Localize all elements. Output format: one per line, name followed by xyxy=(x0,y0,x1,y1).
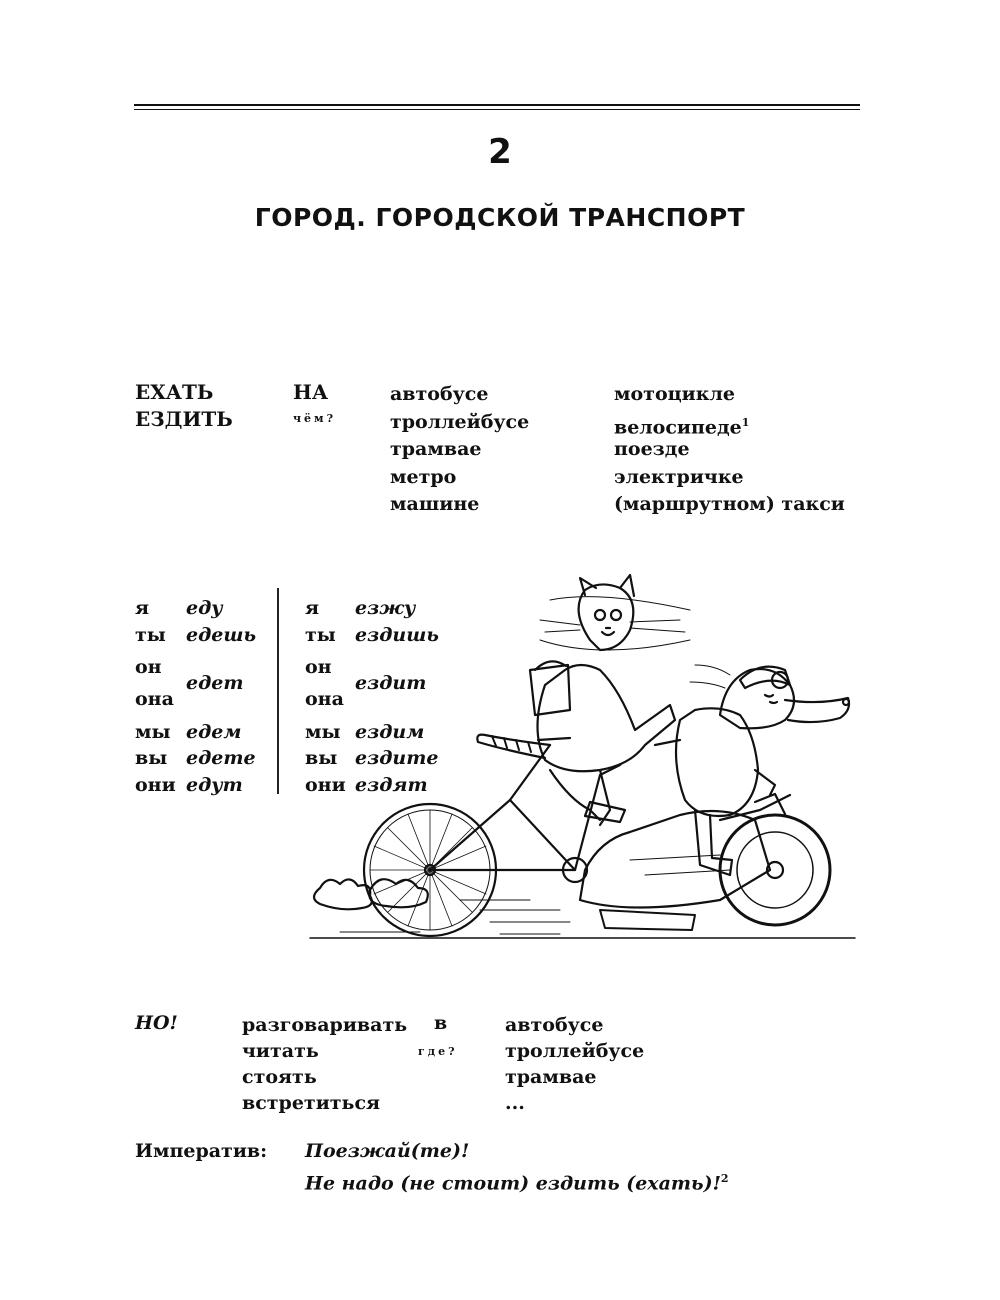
conj-row xyxy=(135,719,171,745)
preposition-v: в xyxy=(434,1012,448,1034)
note-label: НО! xyxy=(135,1012,178,1034)
transport-list-2 xyxy=(614,381,845,519)
conjugation-divider xyxy=(277,588,279,794)
verb-form: езжу xyxy=(355,597,416,619)
list-item: стоять xyxy=(242,1066,317,1088)
pronoun: я xyxy=(135,597,150,619)
conj-row xyxy=(135,686,174,712)
pronoun: она xyxy=(135,688,174,710)
verb-form: едут xyxy=(186,774,243,796)
list-item: машине xyxy=(390,493,480,515)
conj-row xyxy=(135,745,167,771)
chapter-number: 2 xyxy=(488,132,512,172)
pronoun: я xyxy=(305,597,320,619)
pronoun: вы xyxy=(135,747,168,769)
verb-form: ездит xyxy=(355,672,427,694)
conj-row xyxy=(135,595,149,621)
conj-row xyxy=(135,772,176,798)
chapter-title: ГОРОД. ГОРОДСКОЙ ТРАНСПОРТ xyxy=(254,203,746,232)
verb-form: ездим xyxy=(355,721,425,743)
list-item: поезде xyxy=(614,438,690,460)
verb-ezdit: ЕЗДИТЬ xyxy=(135,407,233,431)
footnote-mark: 2 xyxy=(720,1172,729,1185)
verb-form: ездишь xyxy=(355,624,439,646)
verb-form: едем xyxy=(186,721,242,743)
top-rule-thin xyxy=(134,109,860,110)
pronoun: они xyxy=(135,774,176,796)
top-rule-thick xyxy=(134,104,860,106)
pronoun: ты xyxy=(135,624,166,646)
list-item: автобусе xyxy=(505,1014,604,1036)
list-item: трамвае xyxy=(390,438,482,460)
footnote-mark: 1 xyxy=(741,415,750,429)
note-verbs xyxy=(242,1012,407,1116)
list-item: трамвае xyxy=(505,1066,597,1088)
list-item: метро xyxy=(390,465,457,488)
list-item-text: велосипеде xyxy=(614,415,742,438)
transport-list-1 xyxy=(390,381,529,519)
question-gde: где? xyxy=(418,1045,458,1058)
imperative-line-1: Поезжай(те)! xyxy=(305,1140,470,1162)
list-item: мотоцикле xyxy=(614,383,735,405)
cat-and-dog-on-bicycle-illustration xyxy=(300,570,865,950)
list-item xyxy=(614,409,845,437)
pronoun: он xyxy=(305,656,332,678)
preposition-na: НА xyxy=(293,380,329,404)
list-item: электричке xyxy=(614,465,744,488)
imperative-label: Императив: xyxy=(135,1140,268,1162)
conj-row xyxy=(135,654,162,680)
verb-form: едете xyxy=(186,747,256,769)
pronoun: она xyxy=(305,688,344,710)
list-item: троллейбусе xyxy=(505,1040,645,1062)
list-item: ... xyxy=(505,1092,525,1114)
verb-form: едешь xyxy=(186,624,257,646)
verb-form: еду xyxy=(186,597,223,619)
list-item: автобусе xyxy=(390,383,489,405)
verb-form: ездите xyxy=(355,747,439,769)
list-item: разговаривать xyxy=(242,1014,408,1036)
note-places xyxy=(505,1012,644,1116)
pronoun: мы xyxy=(305,721,341,743)
conj-row xyxy=(135,622,166,648)
imperative-line-2 xyxy=(305,1165,729,1193)
question-chem: чём? xyxy=(293,412,337,425)
pronoun: он xyxy=(135,656,162,678)
verb-form: едет xyxy=(186,672,244,694)
list-item: встретиться xyxy=(242,1092,381,1114)
verb-ehat: ЕХАТЬ xyxy=(135,380,214,404)
list-item: троллейбусе xyxy=(390,410,530,433)
verb-form: ездят xyxy=(355,774,428,796)
pronoun: вы xyxy=(305,747,338,769)
pronoun: они xyxy=(305,774,346,796)
imperative-line-2-text: Не надо (не стоит) ездить (ехать)! xyxy=(305,1172,721,1195)
list-item: (маршрутном) такси xyxy=(614,493,845,515)
list-item: читать xyxy=(242,1040,319,1062)
pronoun: ты xyxy=(305,624,336,646)
pronoun: мы xyxy=(135,721,171,743)
